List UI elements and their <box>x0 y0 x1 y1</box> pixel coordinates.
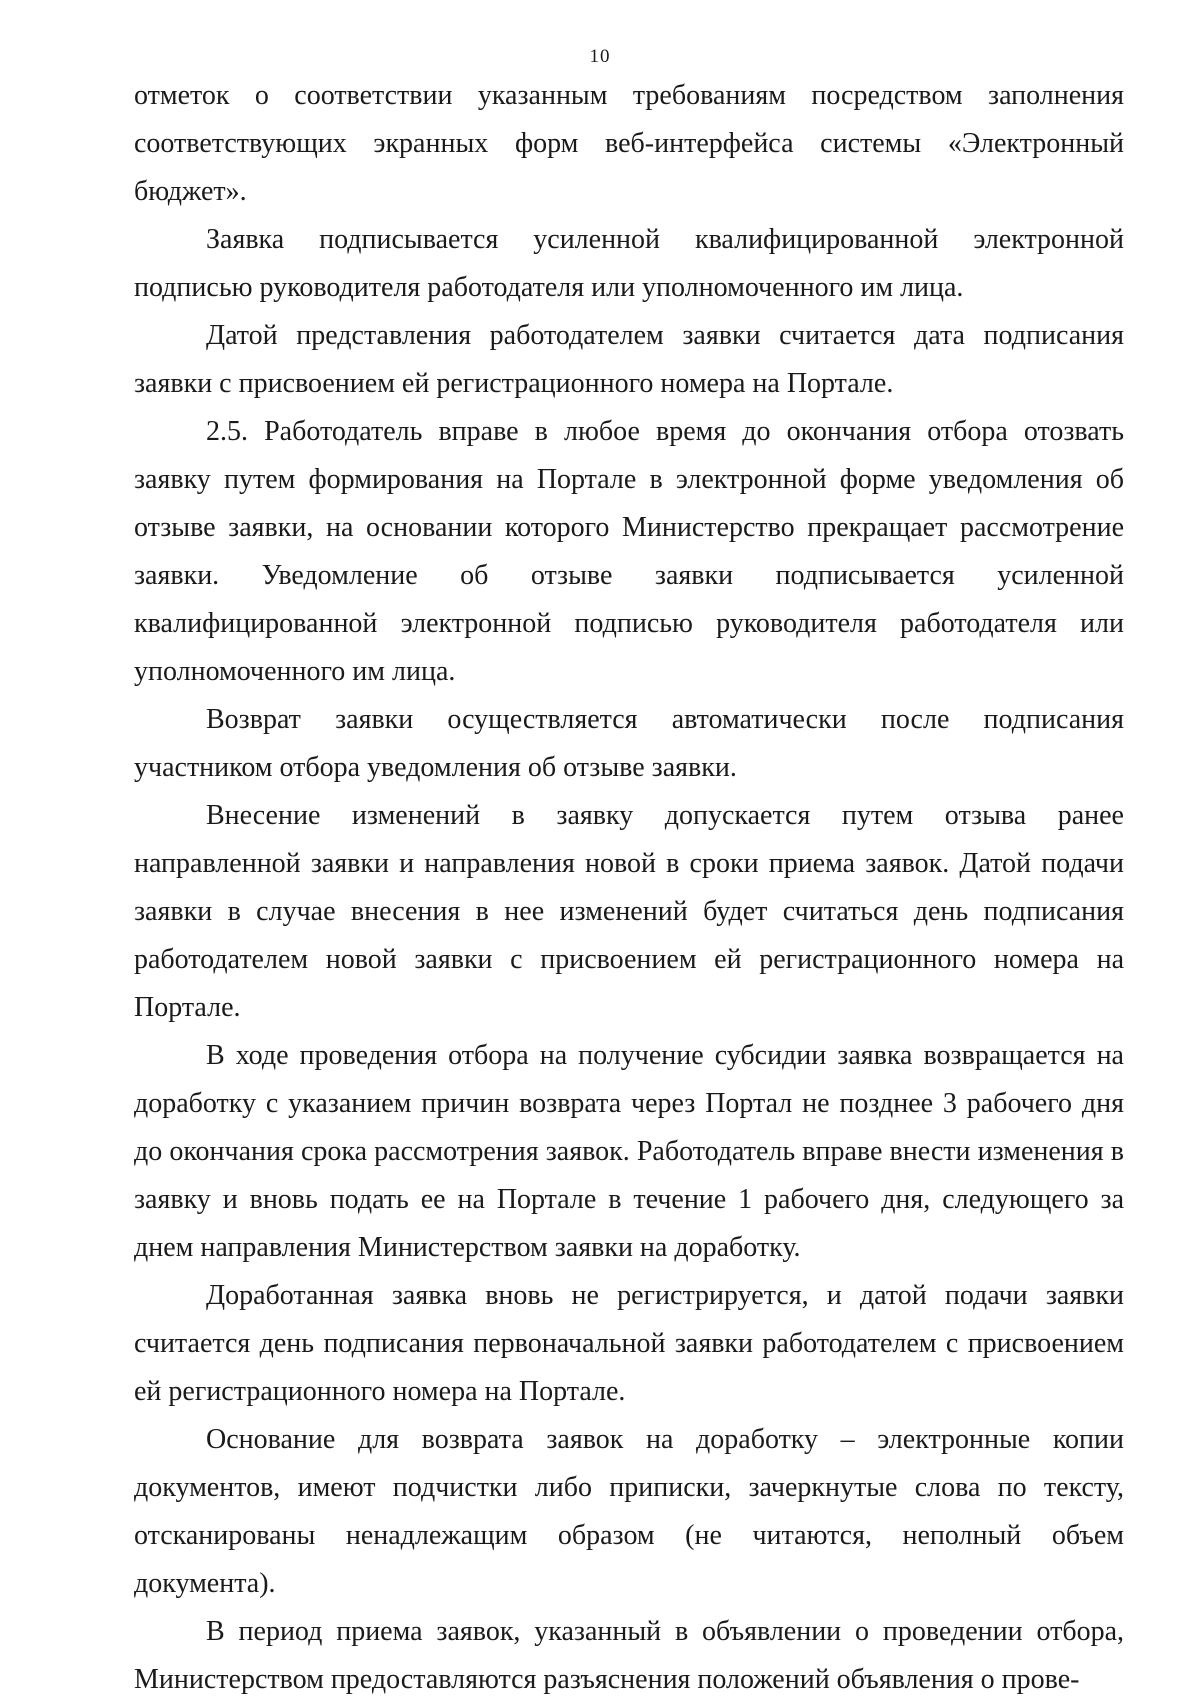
paragraph-signature: Заявка подписывается усиленной квалифицированной электронной подписью руководителя работодателя или уполномоченного им лица. <box>134 224 1124 303</box>
page-number: 10 <box>589 46 611 67</box>
paragraph-revised-application: Доработанная заявка вновь не регистрируется, и датой подачи заявки считается день подписания первоначальной заявки работодателем с присвоением ей регистрационного номера на Портале. <box>134 1280 1124 1407</box>
paragraph-changes: Внесение изменений в заявку допускается путем отзыва ранее направленной заявки и направления новой в сроки приема заявок. Датой подачи заявки в случае внесения в нее изменений будет считаться день подписания работодателем новой заявки с присвоением ей регистрационного номера на Портале. <box>134 800 1124 1023</box>
paragraph-section-2-5: 2.5. Работодатель вправе в любое время до окончания отбора отозвать заявку путем формирования на Портале в электронной форме уведомления об отзыве заявки, на основании которого Министерство прекращает рассмотрение заявки. Уведомление об отзыве заявки подписывается усиленной квалифицированной электронной подписью руководителя работодателя или уполномоченного им лица. <box>134 416 1124 687</box>
paragraph-clarifications: В период приема заявок, указанный в объявлении о проведении отбора, Министерством предоставляются разъяснения положений объявления о прове- <box>134 1616 1124 1695</box>
paragraph-revision: В ходе проведения отбора на получение субсидии заявка возвращается на доработку с указанием причин возврата через Портал не позднее 3 рабочего дня до окончания срока рассмотрения заявок. Работодатель вправе внести изменения в заявку и вновь подать ее на Портале в течение 1 рабочего дня, следующего за днем направления Министерством заявки на доработку. <box>134 1040 1124 1263</box>
paragraph-continuation: отметок о соответствии указанным требованиям посредством заполнения соответствующих экранных форм веб-интерфейса системы «Электронный бюджет». <box>134 80 1124 207</box>
paragraph-submission-date: Датой представления работодателем заявки считается дата подписания заявки с присвоением ей регистрационного номера на Портале. <box>134 320 1124 399</box>
paragraph-return: Возврат заявки осуществляется автоматически после подписания участником отбора уведомления об отзыве заявки. <box>134 704 1124 783</box>
document-body <box>134 72 1124 1704</box>
paragraph-return-grounds: Основание для возврата заявок на доработку – электронные копии документов, имеют подчистки либо приписки, зачеркнутые слова по тексту, отсканированы ненадлежащим образом (не читаются, неполный объем документа). <box>134 1424 1124 1599</box>
